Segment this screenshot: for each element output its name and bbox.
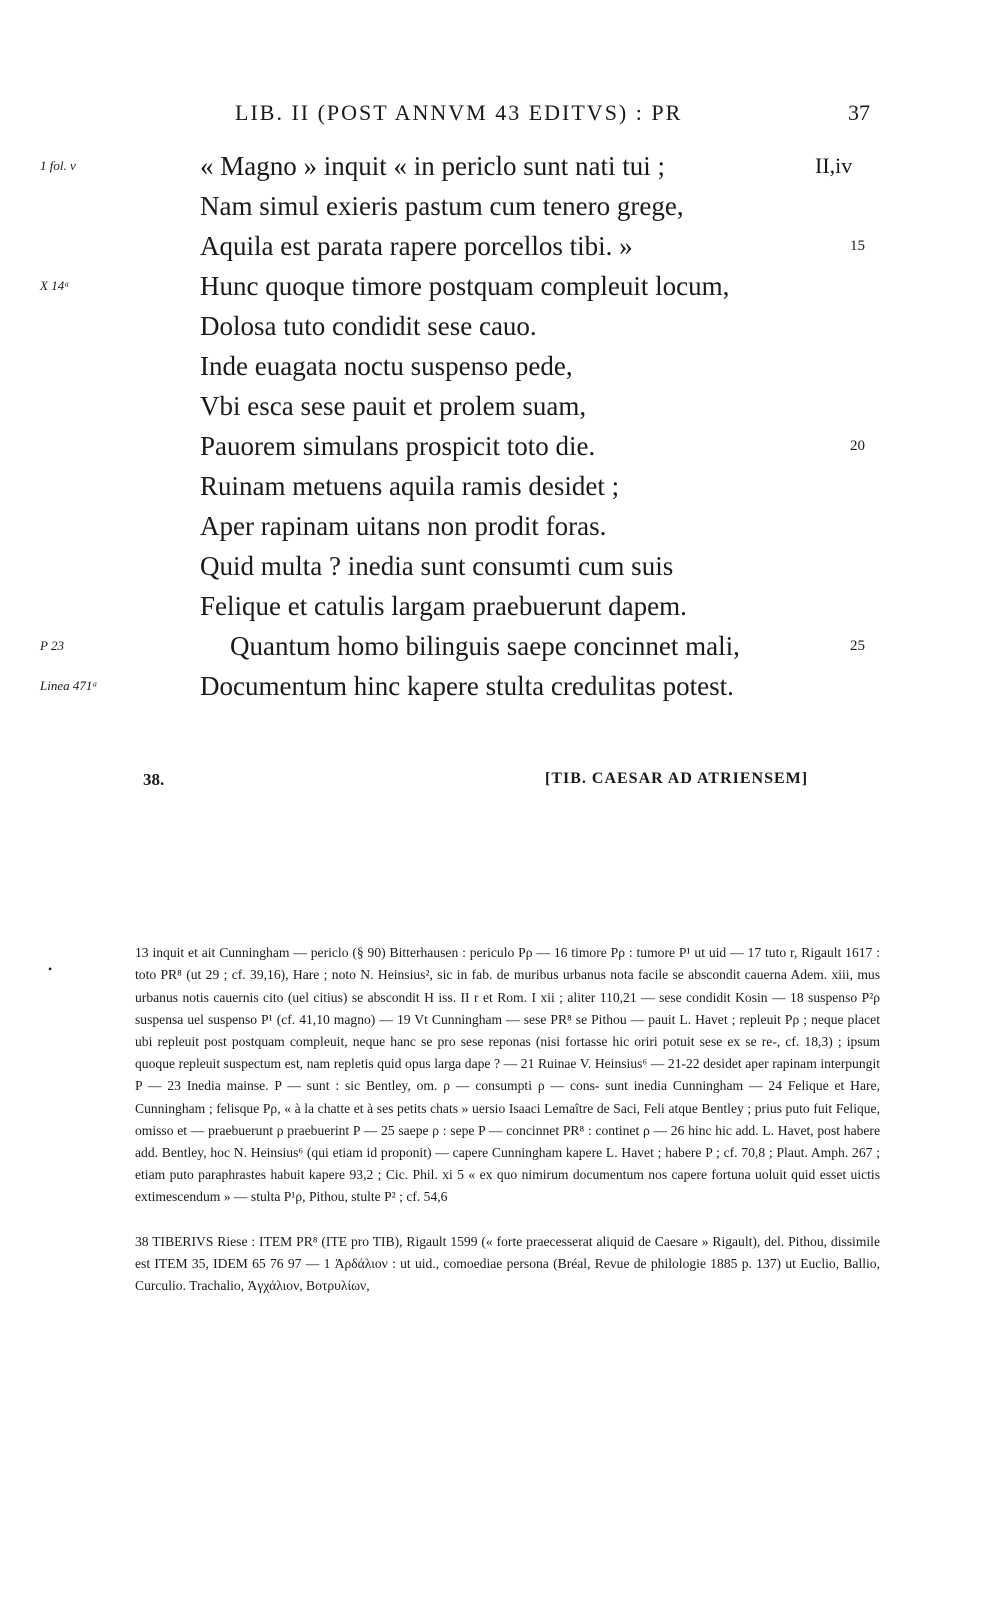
verse-text: Hunc quoque timore postquam compleuit locum, [200, 271, 730, 301]
poem-title: [TIB. CAESAR AD ATRIENSEM] [545, 770, 809, 787]
margin-bullet: • [48, 962, 53, 976]
margin-reference: X 14ᵃ [40, 278, 70, 293]
verse-text: Inde euagata noctu suspenso pede, [200, 351, 573, 381]
verse-line [0, 188, 1000, 228]
verse-text: Documentum hinc kapere stulta credulitas potest. [200, 671, 734, 701]
critical-apparatus [135, 920, 880, 1320]
verse-text: Aquila est parata rapere porcellos tibi. » [200, 231, 633, 261]
verse-text: Vbi esca sese pauit et prolem suam, [200, 391, 587, 421]
margin-book-reference: II,iv [815, 153, 853, 178]
margin-reference: Linea 471ᵃ [40, 678, 98, 693]
page-number: 37 [848, 100, 870, 125]
verse-line [0, 508, 1000, 548]
margin-reference: P 23 [40, 638, 64, 653]
running-head: LIB. II (POST ANNVM 43 EDITVS) : PR [235, 100, 683, 125]
verse-line [0, 588, 1000, 628]
verse-line [0, 668, 1000, 708]
verse-line [0, 348, 1000, 388]
line-number: 15 [850, 238, 865, 254]
verse-text: Ruinam metuens aquila ramis desidet ; [200, 471, 620, 501]
verse-text: Felique et catulis largam praebuerunt dapem. [200, 591, 687, 621]
verse-text: Dolosa tuto condidit sese cauo. [200, 311, 537, 341]
verse-line [0, 228, 1000, 268]
verse-line [0, 268, 1000, 308]
verse-line [0, 308, 1000, 348]
apparatus-paragraph: 38 TIBERIVS Riese : ITEM PR⁸ (ITE pro TIB), Rigault 1599 (« forte praecesserat aliquid de Caesare » Rigault), del. Pithou, dissimile est ITEM 35, IDEM 65 76 97 — 1 Ἀρδάλιον : ut uid., comoediae persona (Bréal, Revue de philologie 1885 p. 137) ut Euclio, Ballio, Curculio. Trachalio, Ἀγχάλιον, Βοτρυλίων, [135, 1233, 880, 1294]
verse-text: Aper rapinam uitans non prodit foras. [200, 511, 607, 541]
margin-reference: 1 fol. v [40, 158, 76, 173]
verse-text: Quid multa ? inedia sunt consumti cum suis [200, 551, 674, 581]
line-number: 20 [850, 438, 865, 454]
verse-line [0, 428, 1000, 468]
verse-line [0, 628, 1000, 668]
verse-line [0, 388, 1000, 428]
verse-text: Pauorem simulans prospicit toto die. [200, 431, 596, 461]
verse-line [0, 148, 1000, 188]
verse-text: Quantum homo bilinguis saepe concinnet mali, [230, 631, 740, 661]
verse-text: « Magno » inquit « in periclo sunt nati tui ; [200, 151, 665, 181]
verse-line [0, 468, 1000, 508]
verse-text: Nam simul exieris pastum cum tenero grege, [200, 191, 684, 221]
apparatus-paragraph: 13 inquit et ait Cunningham — periclo (§ 90) Bitterhausen : periculo Pρ — 16 timore Pρ : tumore P¹ ut uid — 17 tuto r, Rigault 1617 : toto PR⁸ (ut 29 ; cf. 39,16), Hare ; noto N. Heinsius², sic in fab. de muribus urbanus nota facile se abscondit cauerna Adem. xiii, mus urbanus notis cauernis cito (uel citius) se abscondit H iss. II r et Rom. I xii ; aliter 110,21 — sese condidit Kosin — 18 suspenso P²ρ suspensa uel suspenso P¹ (cf. 41,10 magno) — 19 Vt Cunningham — sese PR⁸ se Pithou — pauit L. Havet ; repleuit Pρ ; neque placet ubi repleuit post postquam compleuit, neque hanc se pro sese reponas (nisi fortasse hic oriri potuit sese ex se re-, cf. 18,3) ; ipsum quoque repleuit suspectum est, nam repletis quid opus larga dape ? — 21 Ruinae V. Heinsius⁶ — 21-22 desidet aper rapinam interpungit P — 23 Inedia mainse. P — sunt : sic Bentley, om. ρ — consumpti ρ — cons- sunt inedia Cunningham — 24 Felique et Hare, Cunningham ; felisque Pρ, « à la chatte et à ses petits chats » uersio Isaaci Lemaître de Saci, Feli atque Bentley ; prius puto fuit Felique, omisso et — praebuerunt ρ praebuerint P — 25 saepe ρ : sepe P — concinnet PR⁸ : continet ρ — 26 hinc hic add. L. Havet, post habere add. Bentley, hoc N. Heinsius⁶ (qui etiam id proponit) — capere Cunningham kapere L. Havet ; habere P ; cf. 70,8 ; Plaut. Amph. 267 ; etiam puto paraphrastes habuit kapere 93,2 ; Cic. Phil. xi 5 « ex quo nimirum documentum nos capere fortuna uoluit quid esset uictis extimescendum » — stulta P¹ρ, Pithou, stulte P² ; cf. 54,6 [135, 945, 880, 1205]
verse-line [0, 548, 1000, 588]
poem-number: 38. [143, 770, 165, 789]
line-number: 25 [850, 638, 865, 654]
